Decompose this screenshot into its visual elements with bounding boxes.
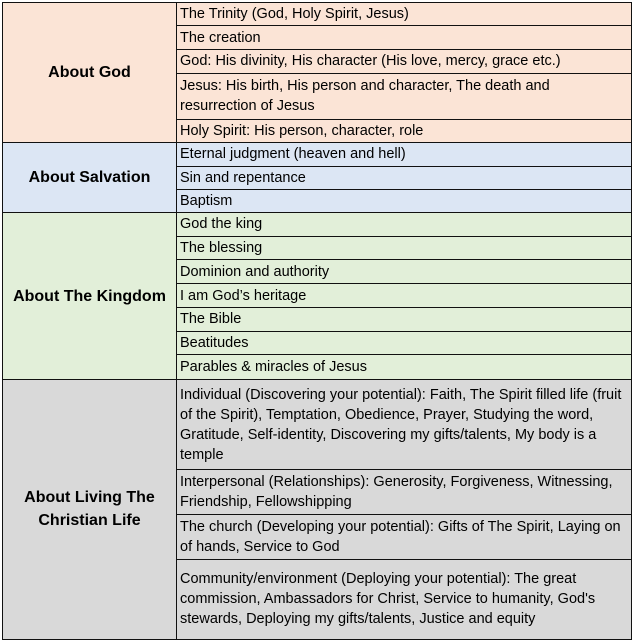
topic-cell: Jesus: His birth, His person and character, The death and resurrection of Jesus [177, 74, 632, 120]
topic-cell: The Bible [177, 307, 632, 331]
topic-cell: I am God’s heritage [177, 284, 632, 307]
topic-cell: The Trinity (God, Holy Spirit, Jesus) [177, 3, 632, 26]
topic-cell: God: His divinity, His character (His love, mercy, grace etc.) [177, 49, 632, 73]
category-cell-about-the-kingdom: About The Kingdom [3, 213, 177, 380]
topic-cell: God the king [177, 213, 632, 236]
topic-cell: Dominion and authority [177, 259, 632, 283]
topic-cell: The creation [177, 26, 632, 49]
category-cell-about-god: About God [3, 3, 177, 143]
topic-cell: Baptism [177, 189, 632, 212]
topic-cell: Individual (Discovering your potential): Faith, The Spirit filled life (fruit of the Spirit), Temptation, Obedience, Prayer, Studying the word, Gratitude, Self-identity, Discovering my gifts/talents, My body is a temple [177, 379, 632, 469]
table-row [3, 3, 632, 26]
curriculum-table [2, 2, 632, 640]
topic-cell: The church (Developing your potential): Gifts of The Spirit, Laying on of hands, Service to God [177, 514, 632, 559]
category-cell-about-salvation: About Salvation [3, 143, 177, 213]
table-row [3, 213, 632, 236]
table-row [3, 379, 632, 469]
category-cell-about-living-the-christian-life: About Living The Christian Life [3, 379, 177, 639]
topic-cell: The blessing [177, 236, 632, 259]
topic-cell: Community/environment (Deploying your potential): The great commission, Ambassadors for Christ, Service to humanity, God's stewards, Deploying my gifts/talents, Justice and equity [177, 559, 632, 639]
topic-cell: Sin and repentance [177, 166, 632, 189]
table-row [3, 143, 632, 166]
topic-cell: Holy Spirit: His person, character, role [177, 119, 632, 142]
topic-cell: Beatitudes [177, 332, 632, 355]
topic-cell: Eternal judgment (heaven and hell) [177, 143, 632, 166]
topic-cell: Interpersonal (Relationships): Generosity, Forgiveness, Witnessing, Friendship, Fellowshipping [177, 470, 632, 515]
topic-cell: Parables & miracles of Jesus [177, 355, 632, 379]
